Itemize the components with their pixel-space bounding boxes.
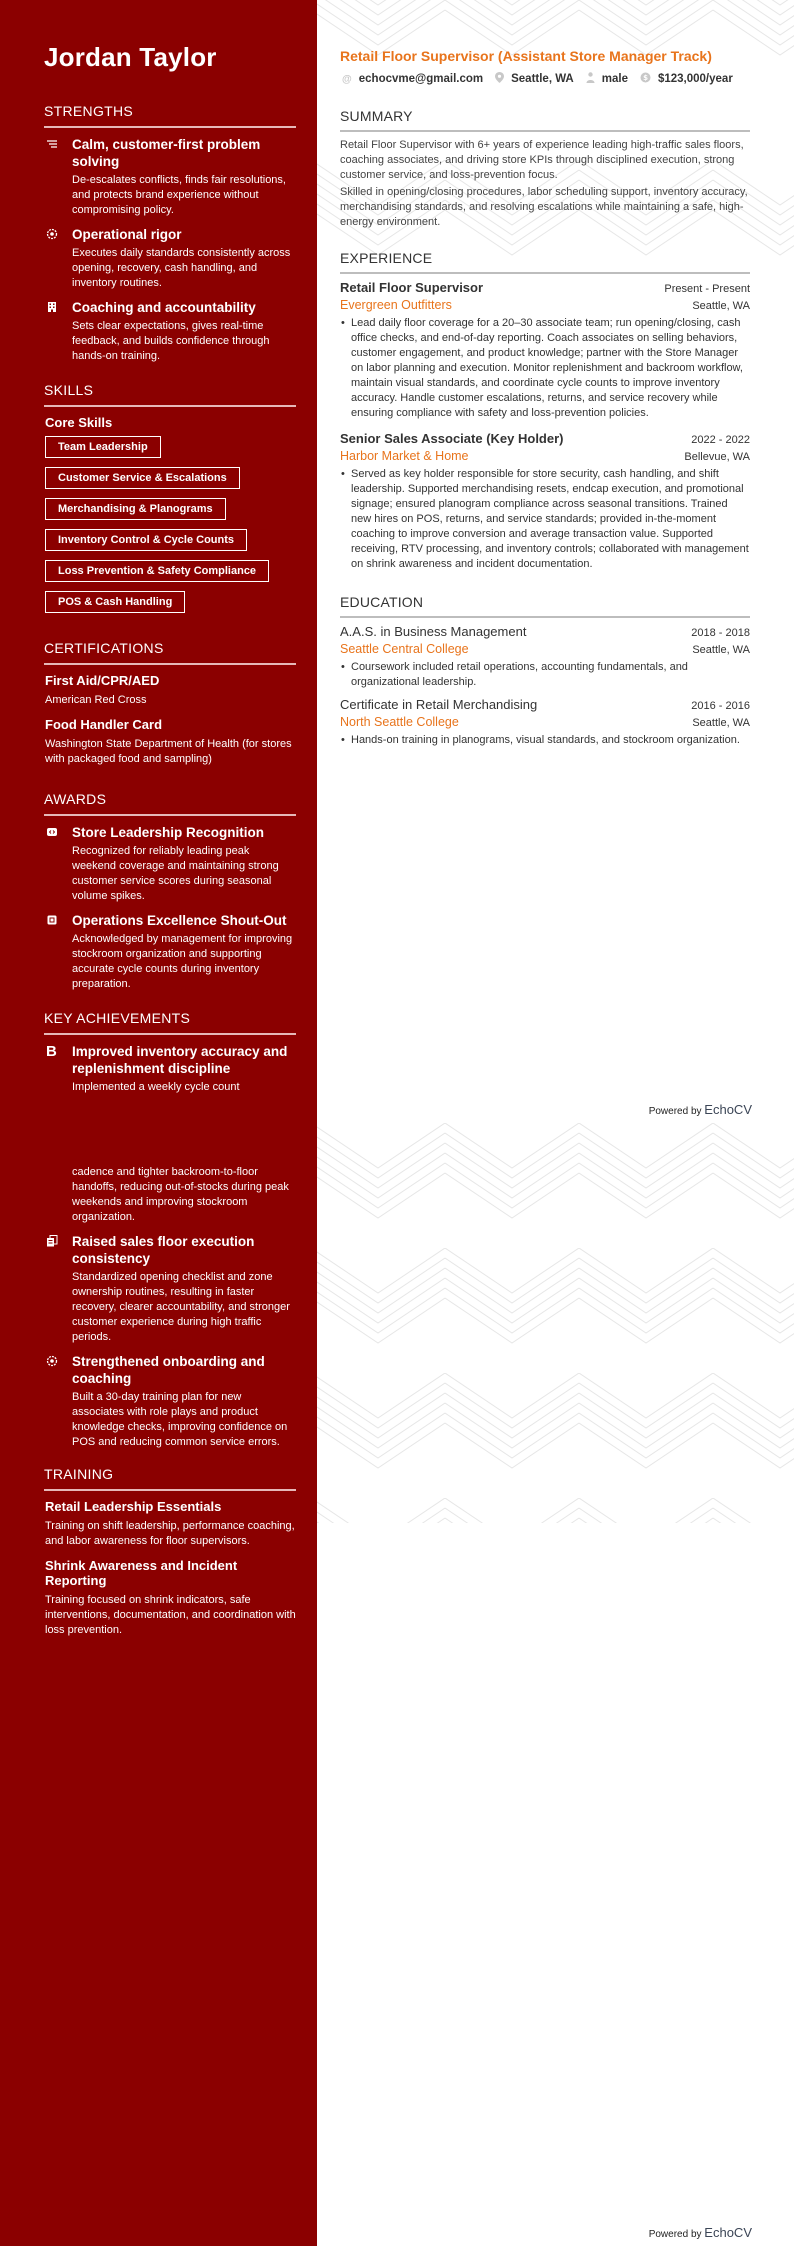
section-title: CERTIFICATIONS — [44, 640, 296, 665]
copy-icon — [44, 1233, 72, 1345]
candidate-name: Jordan Taylor — [44, 42, 217, 72]
strength-title: Calm, customer-first problem solving — [72, 137, 261, 169]
award-item — [44, 912, 296, 992]
experience-item — [340, 280, 750, 421]
achievement-item — [44, 1353, 296, 1450]
bullet-point: • Served as key holder responsible for store security, cash handling, and shift leadership. Supported merchandising resets, endcap execution, and promotional signage; ensured planogram compliance across seasonal transitions. Trained new hires on POS, returns, and service standards; provided in-the-moment coaching to improve conversion and average transaction value. Supported receiving, RTV processing, and inventory controls; collaborated with management on shrink awareness and incident documentation. — [340, 467, 750, 572]
role-title: Retail Floor Supervisor — [340, 280, 484, 295]
location-pin-icon — [495, 72, 504, 86]
section-title: KEY ACHIEVEMENTS — [44, 1010, 296, 1035]
summary-section — [340, 108, 750, 230]
award-item — [44, 824, 296, 904]
skill-group-title: Core Skills — [45, 415, 113, 430]
cert-name: Food Handler Card — [45, 717, 163, 732]
section-title: SUMMARY — [340, 108, 750, 132]
brand-link[interactable]: EchoCV — [704, 1102, 752, 1117]
resume-page-2 — [0, 1123, 794, 2246]
location: Seattle, WA — [692, 644, 750, 656]
powered-by-footer — [649, 2225, 752, 2240]
company-name: Evergreen Outfitters — [340, 298, 452, 312]
brand-link[interactable]: EchoCV — [704, 2225, 752, 2240]
achievement-title: Improved inventory accuracy and replenishment discipline — [72, 1044, 288, 1076]
section-title: STRENGTHS — [44, 103, 296, 128]
certifications-section — [44, 640, 296, 767]
person-icon — [586, 72, 595, 86]
svg-text:$: $ — [643, 74, 648, 82]
training-name: Shrink Awareness and Incident Reporting — [45, 1558, 238, 1588]
achievement-item — [44, 1043, 296, 1095]
section-title: AWARDS — [44, 791, 296, 816]
cert-issuer: American Red Cross — [45, 694, 147, 706]
bullet-point: • Hands-on training in planograms, visual standards, and stockroom organization. — [340, 733, 750, 748]
location: Bellevue, WA — [684, 451, 750, 463]
achievements-section — [44, 1010, 296, 1095]
powered-by-label: Powered by — [648, 1106, 702, 1117]
strength-title: Operational rigor — [72, 227, 182, 242]
achievement-desc: Built a 30-day training plan for new associates with role plays and product knowledge checks, improving confidence on POS and reducing common service errors. — [72, 1391, 288, 1448]
degree: A.A.S. in Business Management — [340, 624, 527, 639]
achievement-title: Raised sales floor execution consistency — [72, 1234, 255, 1266]
strength-title: Coaching and accountability — [72, 300, 256, 315]
date-range: 2016 - 2016 — [691, 700, 750, 712]
skill-chip: POS & Cash Handling — [45, 591, 185, 613]
powered-by-label: Powered by — [648, 2229, 702, 2240]
bullet-point: • Lead daily floor coverage for a 20–30 associate team; run opening/closing, cash office checks, and end-of-day reporting. Coach associates on selling behaviors, customer engagement, and product knowledge; partner with the Store Manager on labor planning and execution. Monitor replenishment and backroom workflow, maintain visual standards, and coordinate cycle counts to improve inventory accuracy. Handle customer escalations, returns, and service recovery while ensuring compliance with safety and loss-prevention policies. — [340, 316, 750, 421]
section-title: SKILLS — [44, 382, 296, 407]
degree: Certificate in Retail Merchandising — [340, 697, 538, 712]
code-icon — [44, 824, 72, 904]
school-name: Seattle Central College — [340, 642, 469, 656]
strength-item — [44, 226, 296, 291]
at-icon: @ — [342, 73, 352, 85]
gear-icon — [44, 226, 72, 291]
achievement-title: Strengthened onboarding and coaching — [72, 1354, 265, 1386]
award-desc: Acknowledged by management for improving stockroom organization and supporting accurate cycle counts during inventory preparation. — [72, 933, 293, 990]
contact-email[interactable]: echocvme@gmail.com — [358, 73, 484, 85]
gear-icon — [44, 1353, 72, 1450]
award-title: Store Leadership Recognition — [72, 825, 265, 840]
powered-by-footer — [649, 1102, 752, 1117]
location: Seattle, WA — [692, 717, 750, 729]
training-section — [44, 1466, 296, 1638]
awards-section — [44, 791, 296, 992]
section-title: EDUCATION — [340, 594, 750, 618]
contact-gender: male — [601, 73, 628, 85]
skill-chip: Team Leadership — [45, 436, 161, 458]
chip-icon — [44, 912, 72, 992]
skill-chip: Inventory Control & Cycle Counts — [45, 529, 247, 551]
cert-name: First Aid/CPR/AED — [45, 673, 160, 688]
achievement-item — [44, 1233, 296, 1345]
education-item — [340, 624, 750, 690]
job-title-headline: Retail Floor Supervisor (Assistant Store Manager Track) — [340, 48, 712, 64]
training-name: Retail Leadership Essentials — [45, 1499, 222, 1514]
skill-chip: Customer Service & Escalations — [45, 467, 240, 489]
money-icon — [640, 72, 651, 86]
award-desc: Recognized for reliably leading peak weekend coverage and maintaining strong customer service scores during seasonal volume spikes. — [72, 845, 279, 902]
strength-item — [44, 136, 296, 218]
date-range: Present - Present — [664, 283, 750, 295]
building-icon — [44, 299, 72, 364]
section-title: TRAINING — [44, 1466, 296, 1491]
contact-row — [342, 72, 750, 86]
summary-paragraph: Skilled in opening/closing procedures, labor scheduling support, inventory accuracy, merchandising standards, and resolving escalations while maintaining a safe, high-energy environment. — [340, 186, 748, 228]
skill-chip: Loss Prevention & Safety Compliance — [45, 560, 269, 582]
bullet-point: • Coursework included retail operations, accounting fundamentals, and organizational leadership. — [340, 660, 750, 690]
experience-item — [340, 431, 750, 572]
strength-item — [44, 299, 296, 364]
contact-salary: $123,000/year — [657, 73, 733, 85]
school-name: North Seattle College — [340, 715, 459, 729]
strengths-section — [44, 103, 296, 364]
achievement-desc: cadence and tighter backroom-to-floor handoffs, reducing out-of-stocks during peak weekends and improving stockroom organization. — [72, 1166, 289, 1223]
date-range: 2018 - 2018 — [691, 627, 750, 639]
sidebar — [44, 0, 296, 1103]
date-range: 2022 - 2022 — [691, 434, 750, 446]
skills-section — [44, 382, 296, 622]
chevron-pattern-background — [317, 1123, 794, 2246]
company-name: Harbor Market & Home — [340, 449, 469, 463]
list-icon — [44, 136, 72, 218]
achievement-desc: Implemented a weekly cycle count — [72, 1081, 240, 1093]
skill-chip: Merchandising & Planograms — [45, 498, 226, 520]
summary-paragraph: Retail Floor Supervisor with 6+ years of experience leading high-traffic sales floors, coaching associates, and driving store KPIs through disciplined execution, strong customer service, and loss-prevention focus. — [340, 139, 744, 181]
education-section — [340, 594, 750, 748]
experience-section — [340, 250, 750, 572]
education-item — [340, 697, 750, 748]
section-title: EXPERIENCE — [340, 250, 750, 274]
role-title: Senior Sales Associate (Key Holder) — [340, 431, 564, 446]
strength-desc: Executes daily standards consistently across opening, recovery, cash handling, and inventory routines. — [72, 247, 291, 289]
achievement-item-continued — [44, 1165, 296, 1225]
award-title: Operations Excellence Shout-Out — [72, 913, 287, 928]
strength-desc: De-escalates conflicts, finds fair resolutions, and protects brand experience without compromising policy. — [72, 174, 286, 216]
cert-issuer: Washington State Department of Health (for stores with packaged food and sampling) — [45, 738, 292, 765]
location: Seattle, WA — [692, 300, 750, 312]
bold-b-icon: B — [46, 1043, 57, 1060]
training-desc: Training focused on shrink indicators, safe interventions, documentation, and coordination with loss prevention. — [45, 1594, 296, 1636]
training-desc: Training on shift leadership, performance coaching, and labor awareness for floor supervisors. — [45, 1520, 295, 1547]
contact-location: Seattle, WA — [511, 73, 574, 85]
sidebar — [44, 1123, 296, 1647]
strength-desc: Sets clear expectations, gives real-time feedback, and builds confidence through hands-on training. — [72, 320, 270, 362]
achievement-desc: Standardized opening checklist and zone ownership routines, resulting in faster recovery, clearer accountability, and stronger customer experience during high traffic periods. — [72, 1271, 290, 1343]
main-content — [340, 0, 750, 758]
